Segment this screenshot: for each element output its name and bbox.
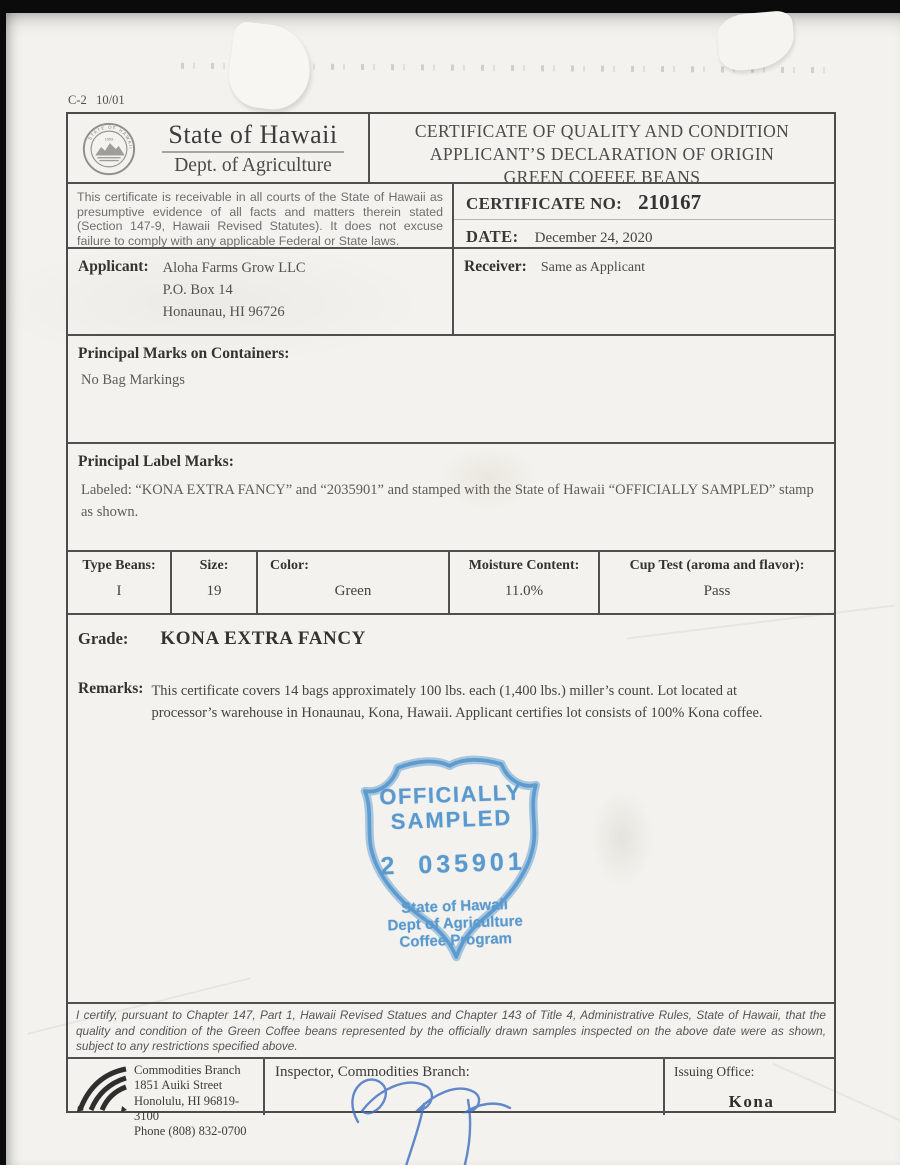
stamp-org-line: Coffee Program xyxy=(399,929,513,951)
spec-label: Type Beans: xyxy=(82,558,156,573)
stamp-number-prefix: 2 xyxy=(379,851,399,881)
spec-moisture xyxy=(450,552,600,613)
remarks-label: Remarks: xyxy=(78,680,144,697)
grade-label: Grade: xyxy=(78,629,129,648)
label-marks-label: Principal Label Marks: xyxy=(78,453,234,470)
grade-line xyxy=(68,615,834,650)
stamp-text-sampled: SAMPLED xyxy=(390,804,513,835)
svg-text:STATE OF HAWAII: STATE OF HAWAII xyxy=(87,124,134,150)
spec-color xyxy=(258,552,450,613)
certificate-info-row xyxy=(68,184,834,249)
applicant-line: Aloha Farms Grow LLC xyxy=(162,260,306,276)
inspector-label: Inspector, Commodities Branch: xyxy=(275,1064,470,1080)
legal-notice-cell xyxy=(68,184,454,247)
date-value: December 24, 2020 xyxy=(534,230,653,246)
container-marks-label: Principal Marks on Containers: xyxy=(78,345,290,362)
inspector-cell xyxy=(265,1059,665,1115)
grade-value: KONA EXTRA FANCY xyxy=(160,628,366,649)
spec-label: Color: xyxy=(270,558,309,573)
receiver-label: Receiver: xyxy=(464,258,527,275)
issuing-office-cell xyxy=(665,1059,838,1115)
certificate-form xyxy=(66,112,836,1138)
commodities-branch-logo xyxy=(76,1066,128,1112)
spec-cup-test xyxy=(600,552,834,613)
branch-address-line: 1851 Auiki Street xyxy=(134,1078,223,1093)
branch-name: Commodities Branch xyxy=(134,1063,241,1077)
spec-value: I xyxy=(116,583,122,599)
torn-paper-flap xyxy=(716,10,797,72)
issuing-office-value: Kona xyxy=(728,1092,775,1111)
applicant-line: P.O. Box 14 xyxy=(162,281,233,298)
label-marks-value: Labeled: “KONA EXTRA FANCY” and “2035901” and stamped with the State of Hawaii “OFFICIALLY SAMPLED” stamp as shown. xyxy=(81,482,814,520)
spec-label: Size: xyxy=(199,558,229,573)
applicant-label: Applicant: xyxy=(78,258,149,275)
applicant-cell xyxy=(68,249,454,334)
spec-value: 19 xyxy=(206,583,222,599)
torn-paper-flap xyxy=(225,20,315,113)
issuing-office-label: Issuing Office: xyxy=(674,1064,755,1079)
specs-row xyxy=(68,552,834,615)
agency-block xyxy=(142,120,364,177)
container-marks-value: No Bag Markings xyxy=(81,372,185,388)
label-marks-row xyxy=(68,444,834,552)
certificate-date-line xyxy=(454,220,834,247)
stamp-org-line: State of Hawaii xyxy=(400,896,509,917)
agency-department: Dept. of Agriculture xyxy=(174,155,332,176)
agency-cell xyxy=(68,114,370,182)
officially-sampled-stamp xyxy=(340,746,566,977)
title-cell xyxy=(370,114,834,187)
certificate-number-cell xyxy=(454,184,834,247)
branch-cell xyxy=(68,1059,265,1138)
remarks-text: This certificate covers 14 bags approximately 100 lbs. each (1,400 lbs.) miller’s count. Lot located at processor’s warehouse in Honaunau, Kona, Hawaii. Applicant certifies lot consists of 100% Kona coffee. xyxy=(151,683,763,722)
branch-address-line: Honolulu, HI 96819-3100 xyxy=(134,1093,240,1123)
spec-label: Moisture Content: xyxy=(468,558,580,573)
spec-type-beans xyxy=(68,552,172,613)
footer-row xyxy=(68,1059,834,1138)
date-label: DATE: xyxy=(466,227,519,246)
certificate-number-line xyxy=(454,184,834,220)
remarks-line xyxy=(68,650,834,725)
title-line-3: GREEN COFFEE BEANS xyxy=(503,166,701,187)
title-line-2: APPLICANT’S DECLARATION OF ORIGIN xyxy=(429,143,775,164)
applicant-line: Honaunau, HI 96726 xyxy=(162,303,285,320)
form-code: C-2 10/01 xyxy=(68,93,125,107)
receiver-value: Same as Applicant xyxy=(540,260,646,275)
spec-label: Cup Test (aroma and flavor): xyxy=(629,558,805,573)
branch-address-block xyxy=(134,1063,263,1139)
certificate-number-label: CERTIFICATE NO: xyxy=(466,194,623,213)
legal-notice: This certificate is receivable in all courts of the State of Hawaii as presumptive evidence of all facts and matters therein stated (Section 147-9, Hawaii Revised Statutes). It does not excuse failure to comply with any applicable Federal or State laws. xyxy=(77,190,443,248)
agency-name: State of Hawaii xyxy=(162,120,343,153)
stamp-number-main: 035901 xyxy=(417,847,527,880)
spec-size xyxy=(172,552,258,613)
stamp-org-line: Dept of Agriculture xyxy=(387,912,524,935)
parties-row xyxy=(68,249,834,336)
certification-row xyxy=(68,1004,834,1059)
receiver-cell xyxy=(454,249,834,334)
applicant-address xyxy=(163,258,306,323)
header-row xyxy=(68,114,834,187)
certification-statement: I certify, pursuant to Chapter 147, Part 1, Hawaii Revised Statues and Chapter 143 of Title 4, Administrative Rules, State of Hawaii, that the quality and condition of the Green Coffee beans represented by the officially drawn samples inspected on the above date were as shown, subject to any restrictions specified above. xyxy=(76,1008,826,1054)
spec-value: Green xyxy=(334,583,372,599)
state-of-hawaii-seal xyxy=(80,120,138,178)
branch-phone: Phone (808) 832-0700 xyxy=(134,1124,247,1138)
certificate-number-value: 210167 xyxy=(638,190,702,214)
title-line-1: CERTIFICATE OF QUALITY AND CONDITION xyxy=(414,121,790,141)
container-marks-row xyxy=(68,336,834,444)
svg-text:1959: 1959 xyxy=(104,137,114,142)
spec-value: Pass xyxy=(703,583,731,599)
certificate-title xyxy=(370,114,834,188)
spec-value: 11.0% xyxy=(504,583,544,599)
stamp-text-officially: OFFICIALLY xyxy=(378,779,523,810)
